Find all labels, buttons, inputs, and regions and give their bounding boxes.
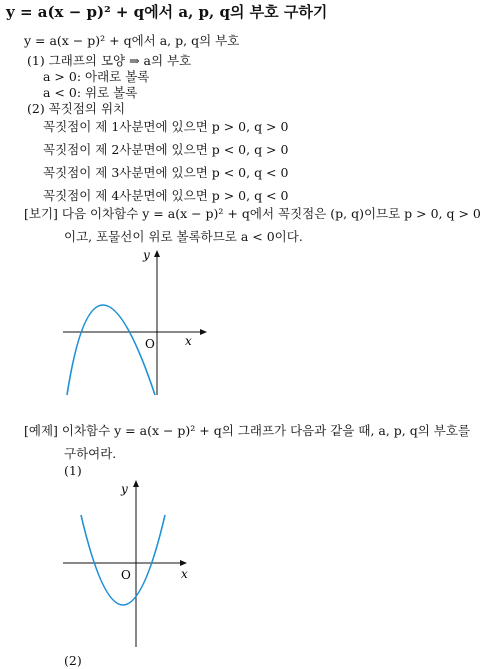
quadrant-rule-2: 꼭짓점이 제 2사분면에 있으면 p < 0, q > 0	[43, 142, 289, 157]
item-2-heading: (2) 꼭짓점의 위치	[27, 101, 126, 116]
quadrant-rule-1: 꼭짓점이 제 1사분면에 있으면 p > 0, q > 0	[43, 119, 289, 134]
problem-1-origin-label: O	[121, 568, 131, 582]
problem-1-x-axis-arrow	[180, 560, 187, 566]
example-x-axis-arrow	[200, 329, 207, 335]
problem-1-graph	[55, 475, 215, 655]
problem-1-y-label: y	[121, 482, 128, 496]
example-text-line-1: [보기] 다음 이차함수 y = a(x − p)² + q에서 꼭짓점은 (p, q)이므로 p > 0, q > 0	[24, 206, 481, 221]
problem-sub-2: (2)	[64, 653, 82, 668]
example-parabola	[67, 305, 155, 395]
problem-text-line-2: 구하여라.	[64, 446, 117, 461]
item-1-a-positive: a > 0: 아래로 볼록	[43, 69, 150, 84]
example-y-axis-arrow	[154, 250, 160, 257]
example-graph	[55, 245, 215, 405]
item-1-heading: (1) 그래프의 모양 ⇒ a의 부호	[27, 53, 192, 68]
quadrant-rule-4: 꼭짓점이 제 4사분면에 있으면 p > 0, q < 0	[43, 188, 289, 203]
problem-sub-1: (1)	[64, 463, 82, 478]
item-1-a-negative: a < 0: 위로 볼록	[43, 85, 138, 100]
example-text-line-2: 이고, 포물선이 위로 볼록하므로 a < 0이다.	[64, 229, 303, 244]
example-y-label: y	[143, 248, 150, 262]
problem-1-y-axis-arrow	[133, 480, 139, 487]
problem-1-parabola	[81, 515, 165, 605]
quadrant-rule-3: 꼭짓점이 제 3사분면에 있으면 p < 0, q < 0	[43, 165, 289, 180]
example-x-label: x	[185, 334, 192, 348]
example-origin-label: O	[145, 337, 155, 351]
subtitle: y = a(x − p)² + q에서 a, p, q의 부호	[24, 33, 240, 48]
problem-1-x-label: x	[181, 567, 188, 581]
problem-text-line-1: [예제] 이차함수 y = a(x − p)² + q의 그래프가 다음과 같을 때, a, p, q의 부호를	[24, 423, 471, 438]
page-title: y = a(x − p)² + q에서 a, p, q의 부호 구하기	[6, 3, 328, 21]
